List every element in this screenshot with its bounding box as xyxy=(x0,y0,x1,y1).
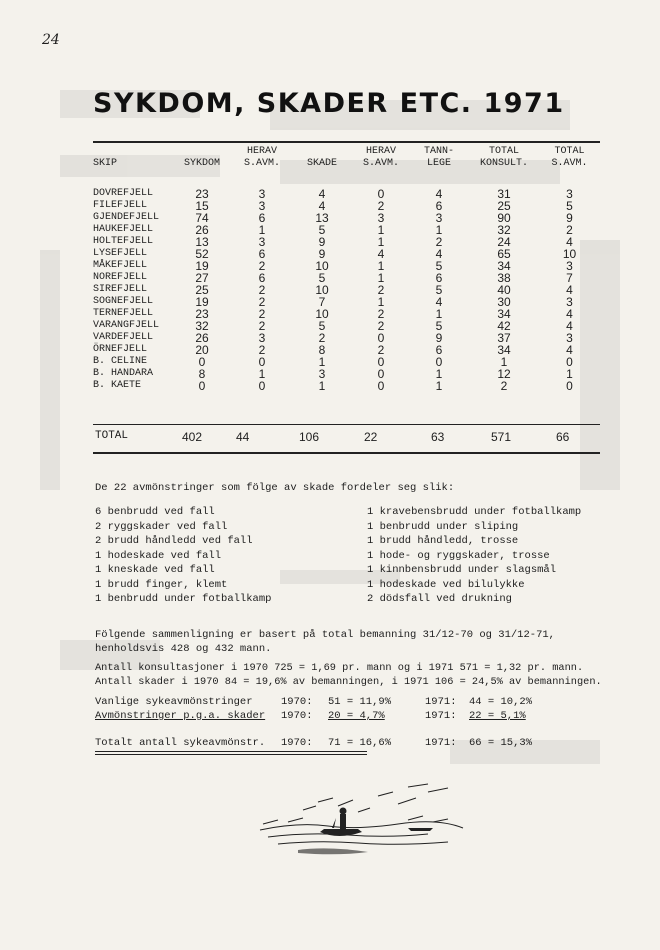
table-row xyxy=(93,212,600,224)
table-row xyxy=(93,188,600,200)
value-cell: 24 xyxy=(497,235,511,249)
value-cell: 9 xyxy=(566,211,573,225)
total-savm: 66 xyxy=(556,430,570,444)
value-cell: 5 xyxy=(318,271,326,285)
table-row xyxy=(93,368,600,380)
column-header-sykdom xyxy=(171,146,233,174)
value-cell: 4 xyxy=(435,247,443,261)
table-total-rule xyxy=(93,424,600,425)
value-cell: 0 xyxy=(198,355,206,369)
value-cell: 31 xyxy=(497,187,511,201)
table-body xyxy=(93,174,600,392)
column-header-top xyxy=(291,146,353,158)
value-cell: 2 xyxy=(377,307,385,321)
value-cell: 7 xyxy=(318,295,326,309)
column-header-bottom: S.AVM. xyxy=(551,158,588,169)
value-cell: 2 xyxy=(377,199,385,213)
value-cell: 2 xyxy=(258,343,266,357)
value-cell: 1 xyxy=(377,235,385,249)
value-cell: 2 xyxy=(377,319,385,333)
value-cell: 25 xyxy=(497,199,511,213)
value-cell: 26 xyxy=(195,223,209,237)
value-cell: 1 xyxy=(500,355,508,369)
value-cell: 65 xyxy=(497,247,511,261)
value-cell: 26 xyxy=(195,331,209,345)
injury-item: 1 benbrudd under sliping xyxy=(367,520,519,533)
ship-name-cell: HAUKEFJELL xyxy=(93,224,154,235)
summary-row-total xyxy=(95,736,595,750)
value-cell: 1 xyxy=(318,355,326,369)
value-cell: 9 xyxy=(318,247,326,261)
value-cell: 2 xyxy=(258,307,266,321)
value-cell: 4 xyxy=(566,235,573,249)
value-cell: 6 xyxy=(435,343,443,357)
value-cell: 0 xyxy=(377,187,385,201)
column-header-top: HERAV xyxy=(246,146,277,157)
value-cell: 5 xyxy=(435,283,443,297)
summary-year-1971: 1971: xyxy=(425,737,457,749)
column-header-bottom: S.AVM. xyxy=(362,158,399,169)
value-cell: 4 xyxy=(318,187,326,201)
value-cell: 6 xyxy=(258,271,266,285)
injury-item: 1 kinnbensbrudd under slagsmål xyxy=(367,564,557,576)
injury-item: 1 hodeskade ved bilulykke xyxy=(367,578,525,591)
value-cell: 9 xyxy=(435,331,443,345)
column-header-top: TOTAL xyxy=(554,146,585,157)
table-row xyxy=(93,260,600,272)
table-total-row xyxy=(93,428,600,446)
injury-item: 1 hode- og ryggskader, trosse xyxy=(367,549,550,562)
value-cell: 37 xyxy=(497,331,511,345)
injury-item: 1 brudd finger, klemt xyxy=(95,578,228,591)
table-row xyxy=(93,332,600,344)
column-header-top xyxy=(171,146,233,158)
summary-year-1971: 1971: xyxy=(425,696,457,708)
column-header-top xyxy=(93,146,171,158)
value-cell: 4 xyxy=(435,295,443,309)
value-cell: 3 xyxy=(258,331,266,345)
value-cell: 1 xyxy=(318,379,326,393)
value-cell: 2 xyxy=(318,331,326,345)
summary-value-1970: 51 = 11,9% xyxy=(328,696,392,708)
injury-item: 1 brudd håndledd, trosse xyxy=(367,535,519,547)
value-cell: 10 xyxy=(562,247,577,261)
total-label: TOTAL xyxy=(95,430,129,442)
value-cell: 1 xyxy=(377,295,385,309)
injury-item: 1 kneskade ved fall xyxy=(95,564,215,576)
summary-value-1971: 44 = 10,2% xyxy=(469,696,533,708)
table-header-row xyxy=(93,146,600,174)
injuries-line: Antall skader i 1970 84 = 19,6% av bemanningen, i 1971 106 = 24,5% av bemanningen. xyxy=(95,676,602,688)
ship-name-cell: NOREFJELL xyxy=(93,272,148,283)
value-cell: 52 xyxy=(195,247,209,261)
table-row xyxy=(93,248,600,260)
column-header-bottom: S.AVM. xyxy=(243,158,280,169)
column-header-herav-savm-sykdom xyxy=(233,146,291,174)
injury-item: 2 brudd håndledd ved fall xyxy=(95,535,253,547)
value-cell: 0 xyxy=(377,367,385,381)
value-cell: 40 xyxy=(497,283,511,297)
value-cell: 0 xyxy=(258,379,266,393)
summary-value-1971: 66 = 15,3% xyxy=(469,737,533,749)
value-cell: 0 xyxy=(377,355,385,369)
column-header-bottom: SKADE xyxy=(306,158,337,169)
ship-name-cell: FILEFJELL xyxy=(93,200,148,211)
page-title: SYKDOM, SKADER ETC. 1971 xyxy=(93,88,565,119)
value-cell: 25 xyxy=(195,283,209,297)
value-cell: 5 xyxy=(435,259,443,273)
value-cell: 1 xyxy=(435,307,443,321)
value-cell: 4 xyxy=(377,247,385,261)
ship-name-cell: GJENDEFJELL xyxy=(93,212,160,223)
ship-name-cell: VARANGFJELL xyxy=(93,320,160,331)
value-cell: 0 xyxy=(377,379,385,393)
table-row xyxy=(93,296,600,308)
value-cell: 6 xyxy=(258,247,266,261)
table-row xyxy=(93,344,600,356)
column-header-top: HERAV xyxy=(365,146,396,157)
ship-name-cell: LYSEFJELL xyxy=(93,248,148,259)
value-cell: 3 xyxy=(566,259,573,273)
table-row xyxy=(93,236,600,248)
value-cell: 0 xyxy=(377,331,385,345)
value-cell: 1 xyxy=(435,367,443,381)
statistics-table xyxy=(93,146,600,392)
value-cell: 0 xyxy=(435,355,443,369)
value-cell: 2 xyxy=(258,319,266,333)
summary-double-rule-bottom xyxy=(95,754,367,755)
value-cell: 5 xyxy=(318,223,326,237)
value-cell: 30 xyxy=(497,295,511,309)
value-cell: 13 xyxy=(315,211,329,225)
value-cell: 4 xyxy=(435,187,443,201)
value-cell: 4 xyxy=(566,283,573,297)
value-cell: 34 xyxy=(497,307,511,321)
value-cell: 5 xyxy=(566,199,573,213)
table-row xyxy=(93,272,600,284)
value-cell: 90 xyxy=(497,211,511,225)
value-cell: 2 xyxy=(435,235,443,249)
table-bottom-rule xyxy=(93,452,600,454)
column-header-skade xyxy=(291,146,353,174)
table-row xyxy=(93,284,600,296)
value-cell: 0 xyxy=(566,355,573,369)
table-row xyxy=(93,200,600,212)
column-header-skip xyxy=(93,146,171,174)
value-cell: 32 xyxy=(497,223,511,237)
value-cell: 32 xyxy=(195,319,209,333)
table-row xyxy=(93,356,600,368)
value-cell: 0 xyxy=(198,379,206,393)
value-cell: 12 xyxy=(497,367,511,381)
value-cell: 10 xyxy=(315,307,329,321)
summary-label: Avmönstringer p.g.a. skader xyxy=(95,710,266,722)
value-cell: 23 xyxy=(195,187,209,201)
value-cell: 3 xyxy=(318,367,326,381)
column-header-herav-savm-skade xyxy=(353,146,409,174)
header-spacer xyxy=(93,174,600,188)
column-header-bottom: KONSULT. xyxy=(479,158,528,169)
table-row xyxy=(93,320,600,332)
column-header-bottom: SYKDOM xyxy=(183,158,220,169)
value-cell: 0 xyxy=(566,379,573,393)
value-cell: 6 xyxy=(435,199,443,213)
value-cell: 3 xyxy=(377,211,385,225)
value-cell: 7 xyxy=(566,271,573,285)
ship-name-cell: DOVREFJELL xyxy=(93,188,154,199)
injury-list-left xyxy=(95,505,271,607)
consultations-line: Antall konsultasjoner i 1970 725 = 1,69 pr. mann og i 1971 571 = 1,32 pr. mann. xyxy=(95,662,584,674)
injury-item: 6 benbrudd ved fall xyxy=(95,506,215,518)
value-cell: 10 xyxy=(315,259,329,273)
value-cell: 3 xyxy=(566,187,573,201)
value-cell: 15 xyxy=(195,199,209,213)
value-cell: 4 xyxy=(566,307,573,321)
value-cell: 23 xyxy=(195,307,209,321)
value-cell: 1 xyxy=(258,223,266,237)
column-header-bottom: SKIP xyxy=(93,158,118,169)
value-cell: 3 xyxy=(258,187,266,201)
total-tannlege: 63 xyxy=(431,430,445,444)
ship-name-cell: MÅKEFJELL xyxy=(93,260,148,271)
value-cell: 9 xyxy=(318,235,326,249)
ship-name-cell: SOGNEFJELL xyxy=(93,296,154,307)
summary-row-injury xyxy=(95,709,595,723)
column-header-bottom: LEGE xyxy=(426,158,451,169)
summary-row-sick xyxy=(95,695,595,709)
total-konsult: 571 xyxy=(491,430,512,444)
total-skade: 106 xyxy=(299,430,320,444)
value-cell: 6 xyxy=(258,211,266,225)
injury-item: 2 dödsfall ved drukning xyxy=(367,593,512,605)
summary-value-1970: 71 = 16,6% xyxy=(328,737,392,749)
column-header-top: TOTAL xyxy=(488,146,519,157)
summary-year-1970: 1970: xyxy=(281,737,313,749)
boat-sketch-illustration xyxy=(258,782,468,862)
ship-name-cell: B. KAETE xyxy=(93,380,142,391)
column-header-total-konsult xyxy=(469,146,539,174)
value-cell: 3 xyxy=(258,235,266,249)
value-cell: 42 xyxy=(497,319,511,333)
injury-item: 1 hodeskade ved fall xyxy=(95,549,222,562)
value-cell: 2 xyxy=(500,379,508,393)
value-cell: 1 xyxy=(435,223,443,237)
value-cell: 1 xyxy=(377,271,385,285)
summary-label: Totalt antall sykeavmönstr. xyxy=(95,737,266,749)
ship-name-cell: B. CELINE xyxy=(93,356,148,367)
summary-year-1971: 1971: xyxy=(425,710,457,722)
value-cell: 27 xyxy=(195,271,209,285)
comparison-line-2: henholdsvis 428 og 432 mann. xyxy=(95,643,272,655)
summary-year-1970: 1970: xyxy=(281,710,313,722)
value-cell: 3 xyxy=(258,199,266,213)
comparison-line-1: Fölgende sammenligning er basert på total bemanning 31/12-70 og 31/12-71, xyxy=(95,629,555,641)
value-cell: 19 xyxy=(195,295,209,309)
injury-item: 1 kravebensbrudd under fotballkamp xyxy=(367,506,582,518)
value-cell: 34 xyxy=(497,343,511,357)
value-cell: 5 xyxy=(318,319,326,333)
value-cell: 4 xyxy=(566,343,573,357)
value-cell: 6 xyxy=(435,271,443,285)
value-cell: 4 xyxy=(318,199,326,213)
table-row xyxy=(93,224,600,236)
total-herav-savm-skade: 22 xyxy=(364,430,378,444)
column-header-total-savm xyxy=(539,146,600,174)
column-header-top: TANN- xyxy=(423,146,454,157)
ship-name-cell: SIREFJELL xyxy=(93,284,148,295)
value-cell: 8 xyxy=(198,367,206,381)
summary-value-1970: 20 = 4,7% xyxy=(328,710,385,722)
ship-name-cell: B. HANDARA xyxy=(93,368,154,379)
injury-list-right xyxy=(367,505,581,607)
value-cell: 3 xyxy=(566,331,573,345)
value-cell: 2 xyxy=(566,223,573,237)
column-header-tannlege xyxy=(409,146,469,174)
value-cell: 38 xyxy=(497,271,511,285)
table-row xyxy=(93,380,600,392)
summary-double-rule-top xyxy=(95,751,367,752)
summary-label: Vanlige sykeavmönstringer xyxy=(95,696,253,708)
ship-name-cell: VARDEFJELL xyxy=(93,332,154,343)
value-cell: 19 xyxy=(195,259,209,273)
value-cell: 1 xyxy=(435,379,443,393)
injury-item: 1 benbrudd under fotballkamp xyxy=(95,593,272,605)
value-cell: 13 xyxy=(195,235,209,249)
ship-name-cell: ÖRNEFJELL xyxy=(93,344,148,355)
injury-intro-text: De 22 avmönstringer som fölge av skade fordeler seg slik: xyxy=(95,482,455,494)
ship-name-cell: HOLTEFJELL xyxy=(93,236,154,247)
value-cell: 1 xyxy=(377,223,385,237)
table-row xyxy=(93,308,600,320)
value-cell: 3 xyxy=(566,295,573,309)
table-top-rule xyxy=(93,141,600,143)
value-cell: 1 xyxy=(377,259,385,273)
value-cell: 34 xyxy=(497,259,511,273)
value-cell: 2 xyxy=(377,283,385,297)
value-cell: 2 xyxy=(258,295,266,309)
value-cell: 2 xyxy=(258,283,266,297)
injury-item: 2 ryggskader ved fall xyxy=(95,520,228,533)
value-cell: 8 xyxy=(318,343,326,357)
value-cell: 0 xyxy=(258,355,266,369)
value-cell: 1 xyxy=(258,367,266,381)
total-herav-savm: 44 xyxy=(236,430,250,444)
value-cell: 5 xyxy=(435,319,443,333)
value-cell: 1 xyxy=(566,367,573,381)
value-cell: 20 xyxy=(195,343,209,357)
summary-value-1971: 22 = 5,1% xyxy=(469,710,526,722)
value-cell: 2 xyxy=(258,259,266,273)
value-cell: 4 xyxy=(566,319,573,333)
page-number: 24 xyxy=(42,32,60,48)
ship-name-cell: TERNEFJELL xyxy=(93,308,154,319)
value-cell: 2 xyxy=(377,343,385,357)
value-cell: 3 xyxy=(435,211,443,225)
summary-year-1970: 1970: xyxy=(281,696,313,708)
total-sykdom: 402 xyxy=(182,430,203,444)
value-cell: 10 xyxy=(315,283,329,297)
value-cell: 74 xyxy=(195,211,209,225)
